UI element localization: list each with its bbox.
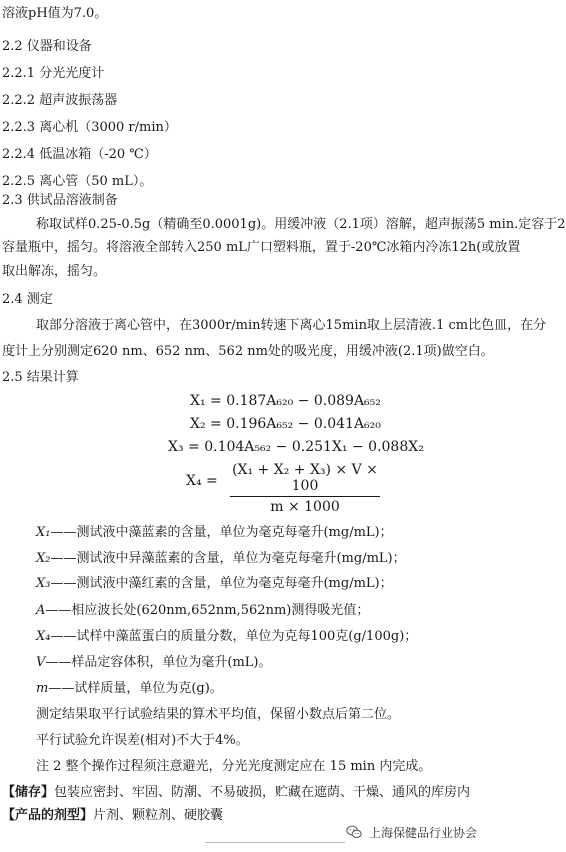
equation-4-denominator: m × 1000 xyxy=(270,499,340,515)
definition-text: ——试样质量，单位为克(g)。 xyxy=(48,681,223,696)
variable: A xyxy=(36,603,46,618)
storage-text: 包装应密封、牢固、防潮、不易破损，贮藏在遮荫、干燥、通风的库房内 xyxy=(54,785,471,800)
definition-m xyxy=(36,681,223,697)
section-heading: 2.3 供试品溶液制备 xyxy=(2,193,118,208)
variable: V xyxy=(36,655,46,670)
definition-x3 xyxy=(36,576,393,592)
equation-1: X₁ = 0.187A₆₂₀ − 0.089A₆₅₂ xyxy=(190,393,381,409)
variable: X₁ xyxy=(36,525,51,540)
definition-x1 xyxy=(36,525,393,541)
variable: m xyxy=(36,681,49,696)
variable: X₄ xyxy=(36,629,51,644)
text-line: 容量瓶中，摇匀。将溶液全部转入250 mL广口塑料瓶，置于-20℃冰箱内冷冻12h(或放置 xyxy=(2,240,521,255)
variable: X₂ xyxy=(36,551,51,566)
section-heading: 2.4 测定 xyxy=(2,292,53,307)
form-label: 【产品的剂型】 xyxy=(2,808,94,823)
form-text: 片剂、颗粒剂、硬胶囊 xyxy=(93,808,224,823)
text-line: 度计上分别测定620 nm、652 nm、562 nm处的吸光度，用缓冲液(2.1项)做空白。 xyxy=(2,344,494,359)
text-line: 称取试样0.25-0.5g（精确至0.0001g)。用缓冲液（2.1项）溶解，超声振荡5 min.定容于2 xyxy=(36,217,566,232)
equation-4-lhs: X₄ = xyxy=(186,473,218,489)
text-line: 溶液pH值为7.0。 xyxy=(2,6,108,21)
form-line xyxy=(2,808,223,824)
definition-x4 xyxy=(36,629,417,645)
section-heading: 2.2 仪器和设备 xyxy=(2,39,92,54)
watermark-text: 上海保健品行业协会 xyxy=(369,825,478,840)
definition-text: ——测试液中异藻蓝素的含量，单位为毫克每毫升(mg/mL)； xyxy=(50,551,406,566)
equation-2: X₂ = 0.196A₆₅₂ − 0.041A₆₂₀ xyxy=(190,416,381,432)
definition-text: ——测试液中藻蓝素的含量，单位为毫克每毫升(mg/mL)； xyxy=(50,525,393,540)
wechat-icon xyxy=(345,823,363,841)
text-line: 2.2.3 离心机（3000 r/min） xyxy=(2,120,177,135)
note-line: 平行试验允许误差(相对)不大于4%。 xyxy=(36,733,249,748)
equation-3: X₃ = 0.104A₅₆₂ − 0.251X₁ − 0.088X₂ xyxy=(168,439,424,455)
text-line: 取出解冻，摇匀。 xyxy=(2,264,107,279)
divider xyxy=(205,842,345,843)
storage-line xyxy=(2,785,470,801)
equation-4-numerator: (X₁ + X₂ + X₃) × V × 100 xyxy=(232,462,378,494)
section-heading: 2.5 结果计算 xyxy=(2,370,79,385)
storage-label: 【储存】 xyxy=(2,785,55,800)
definition-text: ——测试液中藻红素的含量，单位为毫克每毫升(mg/mL)； xyxy=(50,576,393,591)
definition-x2 xyxy=(36,551,406,567)
text-line: 取部分溶液于离心管中，在3000r/min转速下离心15min取上层清液.1 cm比色皿，在分 xyxy=(36,318,547,333)
text-line: 2.2.1 分光光度计 xyxy=(2,66,105,81)
definition-text: ——试样中藻蓝蛋白的质量分数，单位为克每100克(g/100g)； xyxy=(50,629,418,644)
definition-v xyxy=(36,655,272,671)
text-line: 2.2.4 低温冰箱（-20 ℃） xyxy=(2,147,157,162)
text-line: 2.2.5 离心管（50 mL）。 xyxy=(2,174,153,189)
equation-4-fraction xyxy=(230,462,380,515)
text-line: 2.2.2 超声波振荡器 xyxy=(2,93,118,108)
definition-text: ——相应波长处(620nm,652nm,562nm)测得吸光值； xyxy=(45,603,370,618)
note-line: 测定结果取平行试验结果的算术平均值，保留小数点后第二位。 xyxy=(36,707,401,722)
watermark xyxy=(345,822,477,842)
note-line: 注 2 整个操作过程须注意避光，分光光度测定应在 15 min 内完成。 xyxy=(36,759,432,774)
definition-text: ——样品定容体积，单位为毫升(mL)。 xyxy=(45,655,272,670)
variable: X₃ xyxy=(36,576,51,591)
definition-a xyxy=(36,603,369,619)
